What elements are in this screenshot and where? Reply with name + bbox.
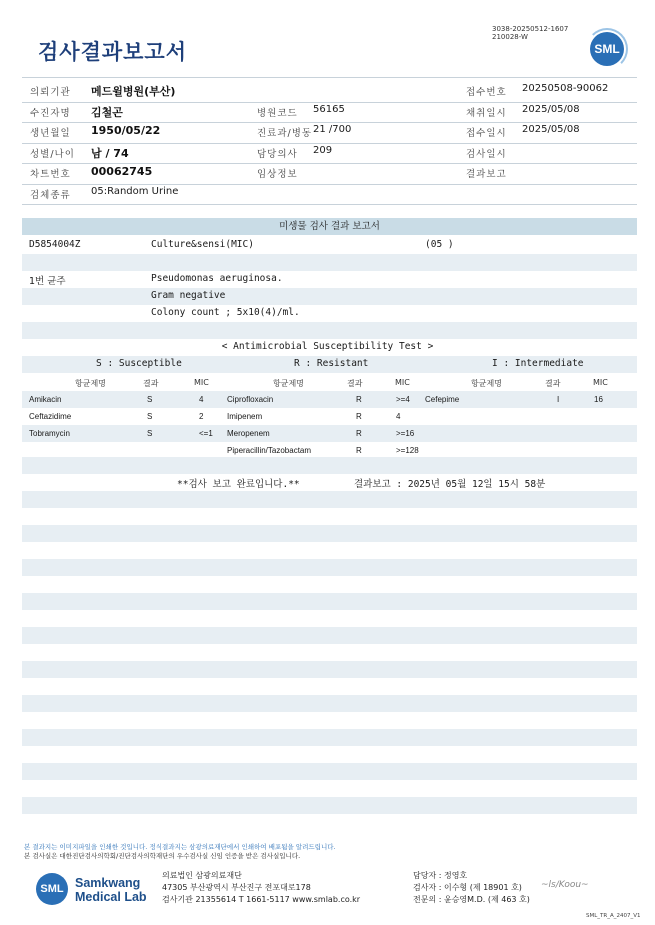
footer-staff xyxy=(413,870,530,906)
reference-code-line-1: 3038-20250512-1607 xyxy=(492,25,569,33)
band xyxy=(22,288,637,305)
ast-mic: 4 xyxy=(199,395,204,404)
ast-result: R xyxy=(356,429,362,438)
page-title: 검사결과보고서 xyxy=(38,40,188,64)
info-label: 진료과/병동 xyxy=(257,128,313,139)
info-row-divider xyxy=(22,163,637,164)
info-value: 남 / 74 xyxy=(91,146,129,160)
footer-staff-manager: 담당자 : 정영호 xyxy=(413,871,468,880)
info-row-divider xyxy=(22,143,637,144)
organism-label: 1번 균주 xyxy=(29,276,66,287)
info-value: 2025/05/08 xyxy=(522,103,580,115)
test-code: D5854004Z xyxy=(29,239,81,250)
blank-band xyxy=(22,661,637,678)
info-value: 00062745 xyxy=(91,165,153,178)
info-label: 검사일시 xyxy=(466,148,507,160)
antibiotic-name: Ciprofloxacin xyxy=(227,395,274,404)
info-label: 생년월일 xyxy=(30,128,71,139)
footer-staff-specialist: 전문의 : 윤승영M.D. (제 463 호) xyxy=(413,895,530,904)
footer-staff-tester: 검사자 : 이수형 (제 18901 호) xyxy=(413,883,522,892)
info-label: 채취일시 xyxy=(466,107,507,119)
blank-band xyxy=(22,491,637,508)
blank-band xyxy=(22,322,637,339)
signature-image: ~ls/Koou~ xyxy=(541,880,589,890)
ast-result: R xyxy=(356,412,362,421)
legend-resistant: R : Resistant xyxy=(294,358,369,369)
ast-column-header: MIC xyxy=(395,378,410,387)
antibiotic-name: Imipenem xyxy=(227,412,263,421)
ast-mic: >=128 xyxy=(396,446,419,455)
ast-mic: >=4 xyxy=(396,395,410,404)
footer-organization xyxy=(162,870,360,906)
sml-logo-icon: SML xyxy=(590,32,624,66)
test-specimen: (05 ) xyxy=(425,239,454,250)
info-value: 56165 xyxy=(313,103,345,115)
footer-brand-line-1: Samkwang xyxy=(75,876,141,890)
info-value: 김철곤 xyxy=(91,105,123,119)
info-value: 1950/05/22 xyxy=(91,124,161,137)
antibiotic-name: Piperacillin/Tazobactam xyxy=(227,446,312,455)
blank-band xyxy=(22,559,637,576)
report-time: 결과보고 : 2025년 05월 12일 15시 58분 xyxy=(354,479,546,490)
ast-result: I xyxy=(557,395,560,404)
test-name: Culture&sensi(MIC) xyxy=(151,239,254,250)
ast-title: < Antimicrobial Susceptibility Test > xyxy=(221,341,434,352)
antibiotic-name: Cefepime xyxy=(425,395,460,404)
completion-message: **검사 보고 완료입니다.** xyxy=(177,479,300,490)
blank-band xyxy=(22,797,637,814)
ast-column-header: 결과 xyxy=(347,379,363,388)
info-label: 병원코드 xyxy=(257,107,298,119)
blank-band xyxy=(22,763,637,780)
footer-org-contact: 검사기관 21355614 T 1661-5117 www.smlab.co.kr xyxy=(162,895,361,904)
reference-code-line-2: 210028-W xyxy=(492,33,528,41)
info-value: 209 xyxy=(313,144,333,156)
info-label: 접수번호 xyxy=(466,87,507,98)
ast-result: S xyxy=(147,412,153,421)
reference-code xyxy=(492,25,568,41)
ast-column-header: MIC xyxy=(593,378,608,387)
info-label: 임상정보 xyxy=(257,169,298,180)
info-label: 성별/나이 xyxy=(30,148,75,160)
ast-mic: 4 xyxy=(396,412,401,421)
blank-band xyxy=(22,729,637,746)
info-label: 차트번호 xyxy=(30,169,71,180)
ast-row-band xyxy=(22,425,637,442)
ast-result: S xyxy=(147,429,153,438)
ast-column-header: MIC xyxy=(194,378,209,387)
organism-name: Pseudomonas aeruginosa. xyxy=(151,273,283,284)
info-label: 의뢰기관 xyxy=(30,87,71,98)
info-row-divider xyxy=(22,122,637,123)
antibiotic-name: Tobramycin xyxy=(29,429,70,438)
gram-stain: Gram negative xyxy=(151,290,226,301)
blank-band xyxy=(22,254,637,271)
info-value: 21 /700 xyxy=(313,124,352,135)
footer-sml-logo-icon: SML xyxy=(36,873,68,905)
info-value: 20250508-90062 xyxy=(522,83,609,94)
info-value: 메드윌병원(부산) xyxy=(91,85,176,98)
ast-result: S xyxy=(147,395,153,404)
notice-certification: 본 검사실은 대한진단검사의학회/진단검사의학재단의 우수검사실 신임 인증을 받은 검사실입니다. xyxy=(24,852,301,860)
info-label: 결과보고 xyxy=(466,169,507,180)
blank-band xyxy=(22,457,637,474)
ast-column-header: 항균제명 xyxy=(471,379,502,388)
info-label: 담당의사 xyxy=(257,148,298,160)
ast-column-header: 항균제명 xyxy=(273,379,304,388)
ast-mic: >=16 xyxy=(396,429,415,438)
legend-intermediate: I : Intermediate xyxy=(492,358,584,369)
blank-band xyxy=(22,627,637,644)
footer-brand xyxy=(75,876,147,904)
ast-row-band xyxy=(22,391,637,408)
colony-count: Colony count ; 5x10(4)/ml. xyxy=(151,307,300,318)
antibiotic-name: Amikacin xyxy=(29,395,62,404)
info-label: 접수일시 xyxy=(466,128,507,139)
info-row-divider xyxy=(22,204,637,205)
blank-band xyxy=(22,695,637,712)
form-code: SML_TR_A_2407_V1 xyxy=(586,913,641,919)
antibiotic-name: Ceftazidime xyxy=(29,412,72,421)
blank-band xyxy=(22,525,637,542)
ast-column-header: 항균제명 xyxy=(75,379,106,388)
legend-susceptible: S : Susceptible xyxy=(96,358,182,369)
antibiotic-name: Meropenem xyxy=(227,429,270,438)
footer-org-name: 의료법인 삼광의료재단 xyxy=(162,871,242,880)
info-top-divider xyxy=(22,77,637,78)
ast-result: R xyxy=(356,395,362,404)
ast-mic: 16 xyxy=(594,395,603,404)
ast-mic: 2 xyxy=(199,412,204,421)
footer-org-address: 47305 부산광역시 부산진구 전포대로178 xyxy=(162,883,311,892)
info-value: 05:Random Urine xyxy=(91,185,179,197)
info-row-divider xyxy=(22,184,637,185)
ast-column-header: 결과 xyxy=(143,379,159,388)
footer-brand-line-2: Medical Lab xyxy=(75,890,147,904)
notice-image-copy: 본 결과지는 이미지파일을 인쇄한 것입니다. 정식결과지는 삼광의료재단에서 인쇄하여 배포됨을 알려드립니다. xyxy=(24,843,336,851)
info-row-divider xyxy=(22,102,637,103)
blank-band xyxy=(22,593,637,610)
micro-section-title: 미생물 검사 결과 보고서 xyxy=(22,218,637,235)
info-label: 검체종류 xyxy=(30,189,71,201)
ast-result: R xyxy=(356,446,362,455)
info-label: 수진자명 xyxy=(30,107,71,119)
info-value: 2025/05/08 xyxy=(522,124,580,135)
ast-mic: <=1 xyxy=(199,429,213,438)
ast-column-header: 결과 xyxy=(545,379,561,388)
